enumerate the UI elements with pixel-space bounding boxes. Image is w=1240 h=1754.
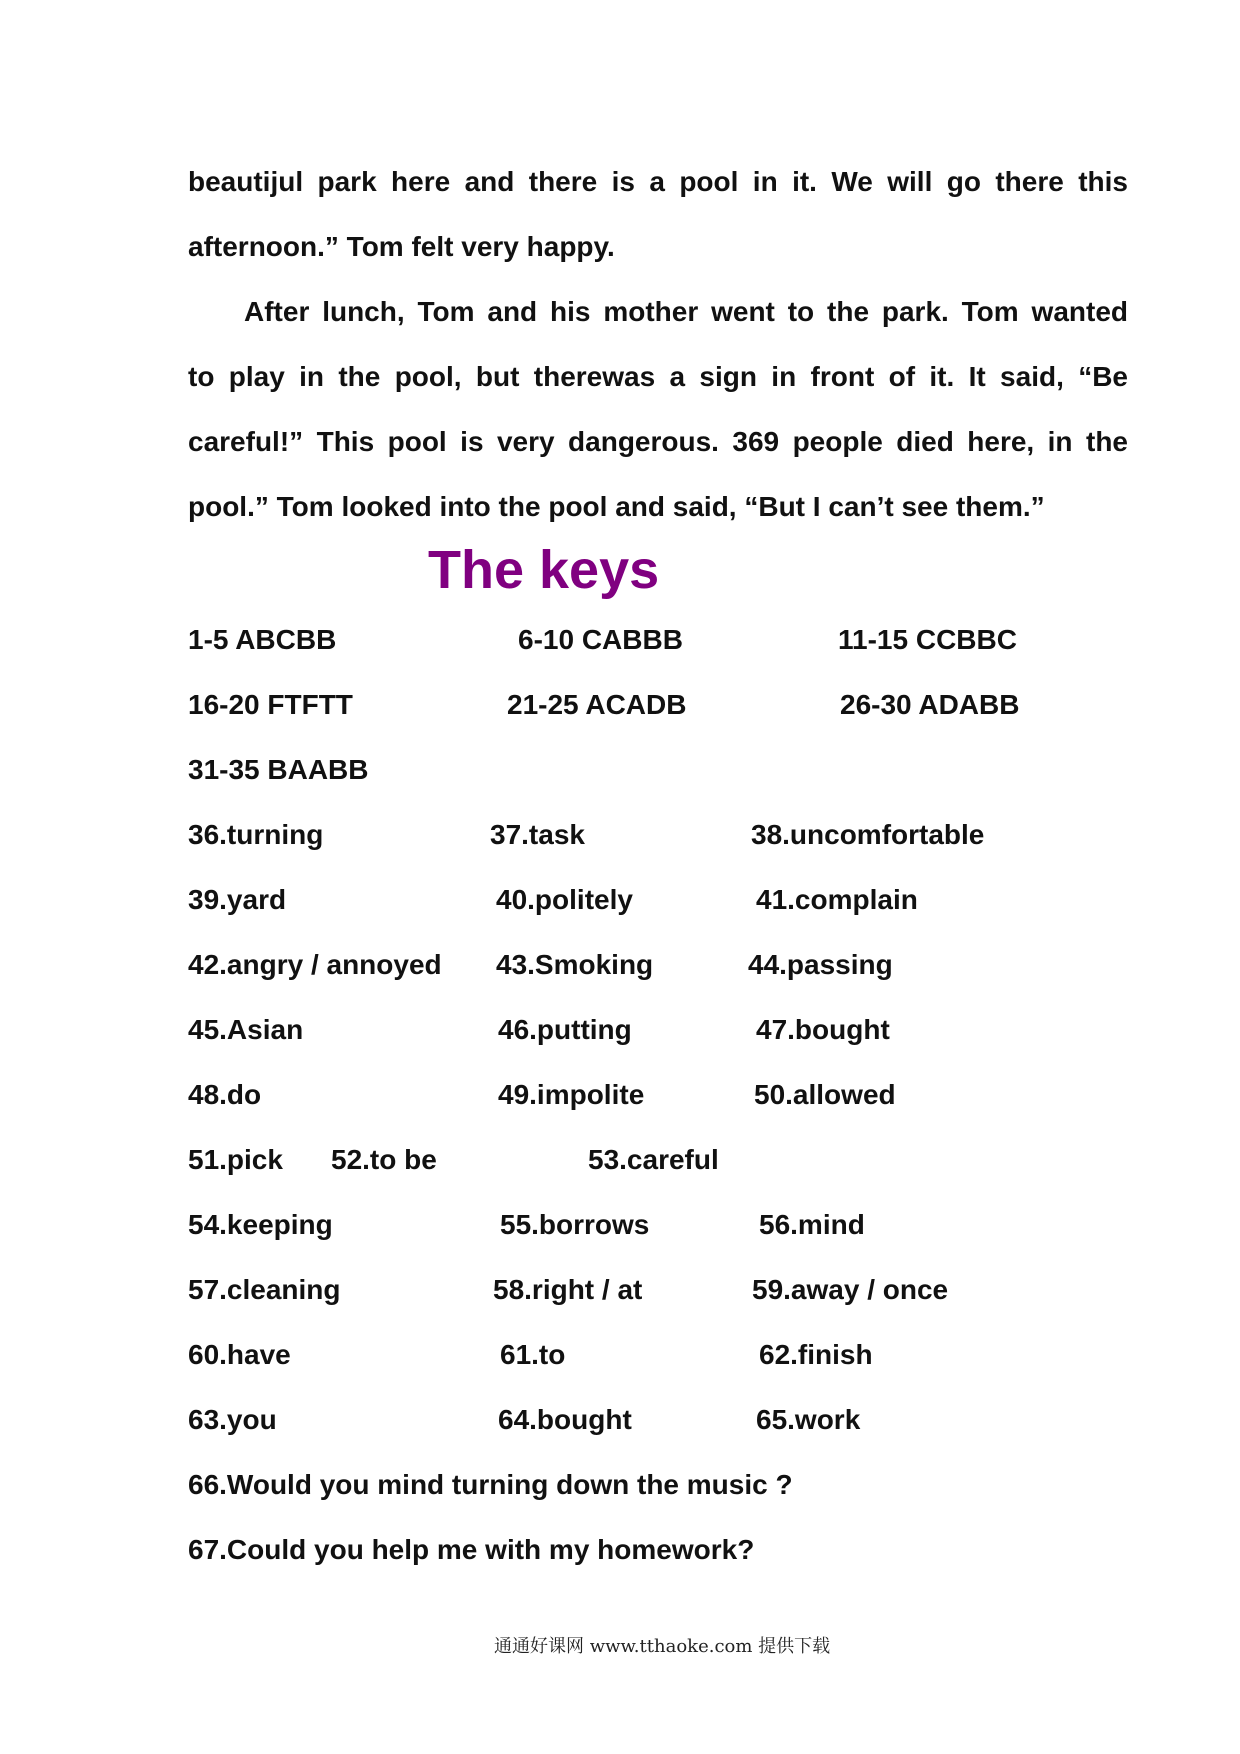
answer-52: 52.to be [331,1144,437,1175]
answer-42: 42.angry / annoyed [188,949,442,980]
answer-67: 67.Could you help me with my homework? [188,1534,755,1565]
answer-59: 59.away / once [752,1274,949,1305]
answer-57: 57.cleaning [188,1274,341,1305]
answer-45: 45.Asian [188,1014,304,1045]
answer-37: 37.task [490,819,585,850]
answer-39: 39.yard [188,884,287,915]
answer-62: 62.finish [759,1339,873,1370]
answer-1-5: 1-5 ABCBB [188,624,337,655]
answer-48: 48.do [188,1079,262,1110]
answer-60: 60.have [188,1339,291,1370]
answer-55: 55.borrows [500,1209,650,1240]
answer-16-20: 16-20 FTFTT [188,689,353,720]
answer-46: 46.putting [498,1014,632,1045]
answer-61: 61.to [500,1339,566,1370]
answer-49: 49.impolite [498,1079,645,1110]
answer-64: 64.bought [498,1404,632,1435]
passage-line-6: pool.” Tom looked into the pool and said, “But I can’t see them.” [188,491,1045,522]
passage-line-3: After lunch, Tom and his mother went to the park. Tom wanted [244,296,1128,327]
answer-65: 65.work [756,1404,861,1435]
answer-40: 40.politely [496,884,633,915]
answer-36: 36.turning [188,819,324,850]
answer-54: 54.keeping [188,1209,333,1240]
passage-line-5: careful!” This pool is very dangerous. 369 people died here, in the [188,426,1128,457]
answer-53: 53.careful [588,1144,719,1175]
passage-line-1: beautijul park here and there is a pool in it. We will go there this [188,166,1128,197]
answer-21-25: 21-25 ACADB [507,689,687,720]
passage-line-2: afternoon.” Tom felt very happy. [188,231,615,262]
answer-51: 51.pick [188,1144,283,1175]
page-footer: 通通好课网 www.tthaoke.com 提供下载 [494,1636,831,1657]
answer-50: 50.allowed [754,1079,896,1110]
answer-47: 47.bought [756,1014,890,1045]
answer-31-35: 31-35 BAABB [188,754,369,785]
answer-26-30: 26-30 ADABB [840,689,1020,720]
answer-41: 41.complain [756,884,918,915]
answer-11-15: 11-15 CCBBC [838,624,1017,655]
answer-66: 66.Would you mind turning down the music ? [188,1469,793,1500]
answer-63: 63.you [188,1404,277,1435]
answer-6-10: 6-10 CABBB [518,624,683,655]
answer-58: 58.right / at [493,1274,643,1305]
passage-line-4: to play in the pool, but therewas a sign in front of it. It said, “Be [188,361,1128,392]
answer-43: 43.Smoking [496,949,654,980]
answer-38: 38.uncomfortable [751,819,985,850]
answer-56: 56.mind [759,1209,865,1240]
answer-44: 44.passing [748,949,893,980]
keys-title: The keys [428,540,660,600]
